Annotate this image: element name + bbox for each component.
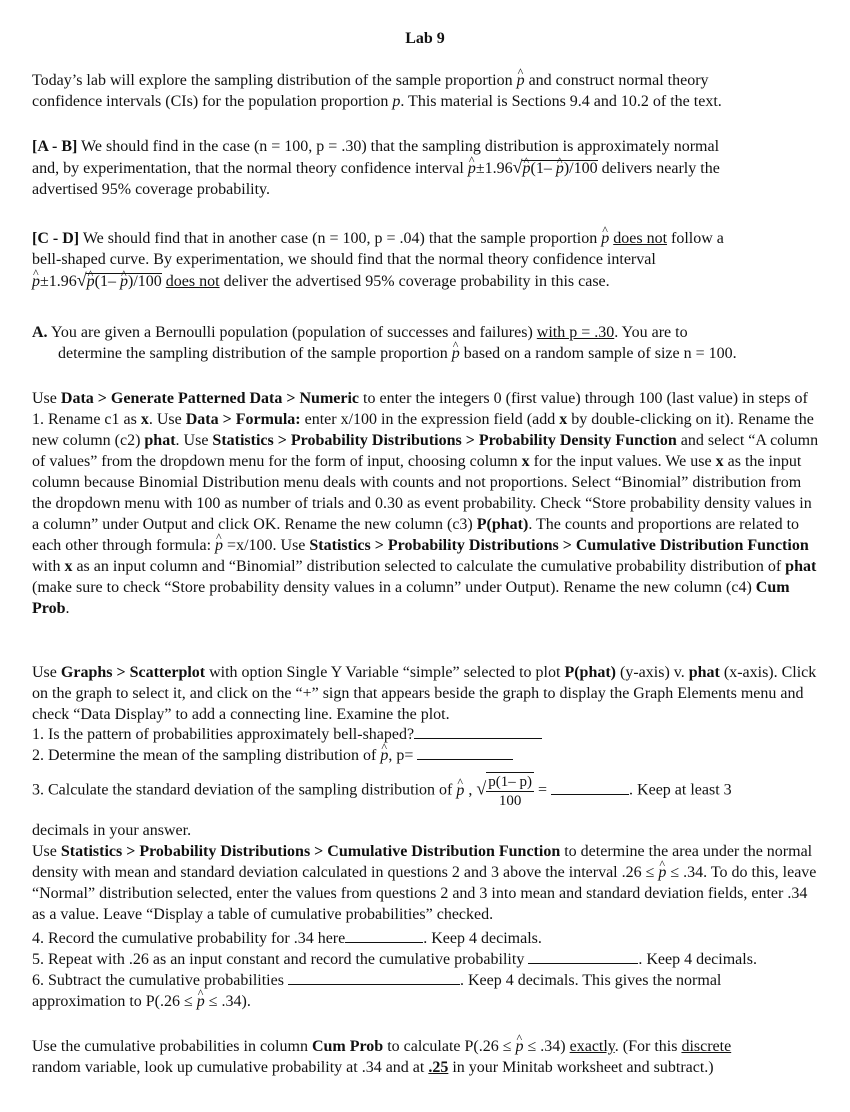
question-3-continued: decimals in your answer. [32,822,192,839]
text-run: Use [32,843,61,860]
question-3: 3. Calculate the standard deviation of the sampling distribution of ^ p , √ $\frac{p(1- p)}{100}$ = . Keep at least 3 [32,772,822,810]
text-run: with [32,558,65,575]
text-run: Cum Prob [32,579,790,617]
question-6: 6. Subtract the cumulative probabilities . Keep 4 decimals. This gives the normal approximation to P(.26 ≤ ^ p ≤ .34). [32,970,822,1012]
text-run: for the input values. We use [529,453,716,470]
text-run: Graphs > Scatterplot [60,664,206,681]
section-a: A. You are given a Bernoulli population (population of successes and failures) with p = .30. You are to determine the sampling distribution of the sample proportion ^ p based on a random sample of size n = 100. [32,322,822,364]
text-run: Use [32,664,61,681]
text-run: (x-axis). Click on the graph to select it, and click on the “+” sign that appears beside the graph to display the Graph Elements menu and check “Data Display” to add a connecting line. Examine the plot. [32,664,817,723]
text-run: with option Single Y Variable “simple” selected to plot [205,664,565,681]
cd-paragraph: [C - D] We should find that in another case (n = 100, p = .04) that the sample proportion ^ p does not follow a bell-shaped curve. By experimentation, we should find that the normal theory confidence interval ^ p±1.96√^ p(1– ^ p)/100 does not deliver the advertised 95% coverage probability in this case. [32,228,822,292]
text-run: . [65,600,70,617]
text-run: x [715,453,724,470]
text-run: as the input column because Binomial Distribution menu deals with counts and not proportions. Select “Binomial” distribution from the dropdown menu with 100 as number of trials and 0.30 as event probability. Check “Store probability density values in a column” under Output and click OK. Rename the new column (c3) [32,453,812,533]
text-run: phat [688,664,720,681]
question-4: 4. Record the cumulative probability for .34 here . Keep 4 decimals. [32,930,542,947]
text-run: P(phat) [564,664,617,681]
page-title: Lab 9 [405,30,445,47]
question-5: 5. Repeat with .26 as an input constant and record the cumulative probability . Keep 4 decimals. [32,951,757,968]
text-run: =x/100. Use [223,537,310,554]
instructions-paragraph-2 [32,662,822,725]
text-run: Data > Formula: [185,411,301,428]
text-run: enter x/100 in the expression field (add [300,411,560,428]
text-run: to enter the integers 0 (first value) through 100 (last value) in steps of 1. Rename c1 as [32,390,808,428]
text-run: Statistics > Probability Distributions > Cumulative Distribution Function [309,537,809,554]
text-run: x [559,411,568,428]
text-run: (y-axis) v. [616,664,689,681]
text-run: x [64,558,73,575]
text-run: Data > Generate Patterned Data > Numeric [60,390,360,407]
text-run: and select “A column of values” from the dropdown menu for the form of input, choosing column [32,432,819,470]
intro-paragraph: Today’s lab will explore the sampling distribution of the sample proportion ^ p and construct normal theory confidence intervals (CIs) for the population proportion p. This material is Sections 9.4 and 10.2 of the text. [32,70,822,112]
text-run: . The counts and proportions are related to each other through formula: [32,516,800,554]
text-run: Statistics > Probability Distributions > Probability Density Function [212,432,677,449]
text-run: ^ p [215,535,223,556]
text-run: . Use [175,432,213,449]
instructions-paragraph-3 [32,841,822,925]
text-run: P(phat) [476,516,529,533]
text-run: Statistics > Probability Distributions > Cumulative Distribution Function [60,843,561,860]
text-run: ^ p [658,862,666,883]
text-run: by double-clicking on it). Rename the new column (c2) [32,411,814,449]
question-2: 2. Determine the mean of the sampling distribution of ^ p, p= [32,745,822,766]
text-run: Use [32,390,61,407]
text-run: phat [785,558,817,575]
text-run: (make sure to check “Store probability density values in a column” under Output). Rename the new column (c4) [32,579,756,596]
text-run: as an input column and “Binomial” distribution selected to calculate the cumulative probability distribution of [72,558,786,575]
question-1: 1. Is the pattern of probabilities approximately bell-shaped? [32,724,822,745]
ab-paragraph: [A - B] We should find in the case (n = 100, p = .30) that the sampling distribution is approximately normal and, by experimentation, that the normal theory confidence interval ^ p±1.96√^ p(1– ^ p)/100 delivers nearly the advertised 95% coverage probability. [32,136,822,200]
p-hat-symbol: ^ p [517,70,525,91]
final-paragraph: Use the cumulative probabilities in column Cum Prob to calculate P(.26 ≤ ^ p ≤ .34) exactly. (For this discrete random variable, look up cumulative probability at .34 and at .25 in your Minitab worksheet and subtract.) [32,1036,822,1078]
text-run: x [140,411,149,428]
text-run: phat [144,432,176,449]
text-run: to determine the area under the normal density with mean and standard deviation calculated in questions 2 and 3 above the interval .26 ≤ [32,843,813,881]
text-run: . Use [148,411,186,428]
instructions-paragraph-1 [32,388,822,619]
text-run: x [521,453,530,470]
text-run: ≤ .34. To do this, leave “Normal” distribution selected, enter the values from questions 2 and 3 into mean and standard deviation fields, enter .34 as a value. Leave “Display a table of cumulative probabilities” checked. [32,864,817,923]
